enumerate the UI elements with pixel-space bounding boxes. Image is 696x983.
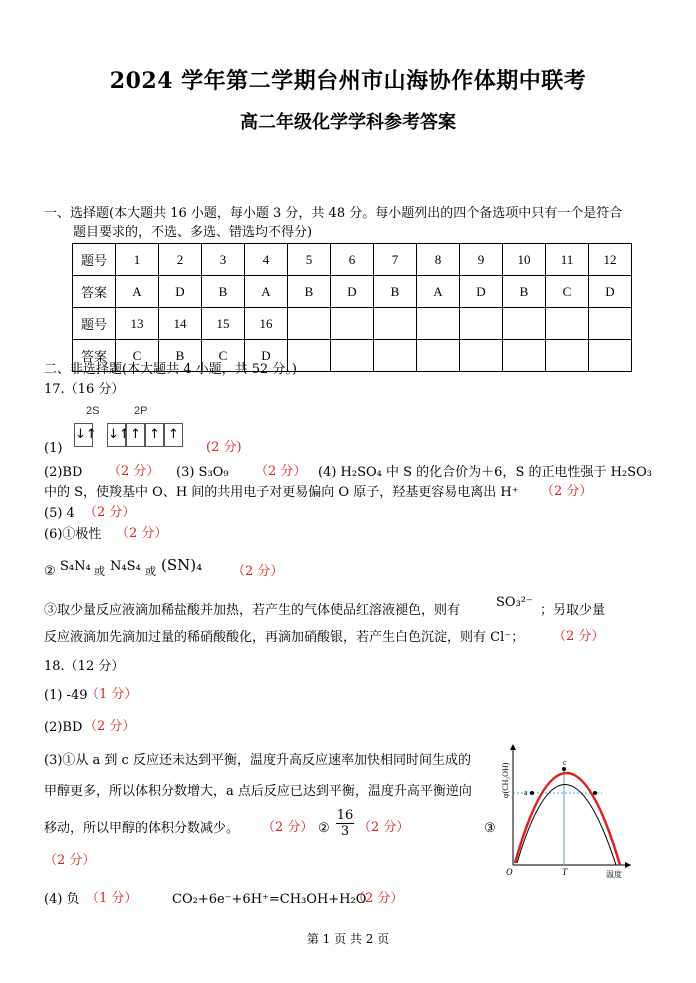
q-num: 13	[116, 308, 159, 340]
answer: A	[417, 276, 460, 308]
empty-cell	[546, 340, 589, 372]
empty-cell	[503, 340, 546, 372]
q17-p6c-line1-end: ；另取少量	[540, 603, 606, 618]
row-label-a: 答案	[73, 276, 116, 308]
x-axis-label: 温度	[606, 870, 622, 879]
empty-cell	[546, 308, 589, 340]
q18-p3-score3: （2 分）	[44, 853, 96, 868]
empty-cell	[460, 340, 503, 372]
point-a-marker	[530, 791, 534, 795]
formula-s4n4: S₄N₄	[60, 559, 91, 574]
empty-cell	[331, 340, 374, 372]
page-subtitle: 高二年级化学学科参考答案	[240, 112, 456, 133]
answer: C	[116, 340, 159, 372]
answer: B	[374, 276, 417, 308]
q-num: 7	[374, 244, 417, 276]
table-row-q1	[73, 244, 632, 276]
formula-sn4: (SN)₄	[161, 556, 203, 574]
q-num: 12	[589, 244, 632, 276]
answer: A	[116, 276, 159, 308]
answer: B	[159, 340, 202, 372]
q-num: 3	[202, 244, 245, 276]
answer: A	[245, 276, 288, 308]
q17-p1-score: (2 分)	[206, 440, 242, 455]
or-text: 或	[94, 565, 105, 578]
q18-p2-score: （2 分）	[84, 719, 136, 734]
q17-heading: 17.（16 分）	[44, 382, 125, 397]
orbital-2p-label: 2P	[134, 405, 148, 417]
answer-curve	[515, 773, 620, 865]
orbital-2p-box: ↑	[164, 423, 183, 447]
q-num: 1	[116, 244, 159, 276]
section2-intro: 二、非选择题(本大题共 4 小题，共 52 分。)	[44, 362, 297, 377]
q18-p4-score2: （2 分）	[352, 891, 404, 906]
empty-cell	[417, 308, 460, 340]
q17-p6b-prefix: ②	[44, 564, 56, 579]
row-label-q: 题号	[73, 244, 116, 276]
origin-label: O	[506, 867, 513, 877]
answer: D	[245, 340, 288, 372]
q18-p3-line1: (3)①从 a 到 c 反应还未达到平衡，温度升高反应速率加快相同时间生成的	[44, 753, 471, 768]
q17-p1-label: (1)	[44, 441, 63, 456]
orbital-2s-box: ↓↑	[74, 423, 93, 447]
q17-p4: (4) H₂SO₄ 中 S 的化合价为＋6，S 的正电性强于 H₂SO₃	[318, 465, 652, 480]
q17-p6c-score: （2 分）	[553, 629, 605, 644]
sulfite-ion: SO₃²⁻	[496, 595, 533, 610]
q17-p6b-score: （2 分）	[232, 564, 284, 579]
empty-cell	[331, 308, 374, 340]
empty-cell	[417, 340, 460, 372]
point-c-marker	[562, 767, 566, 771]
y-axis-arrow	[510, 744, 516, 750]
y-axis-label: φ(CH₃OH)	[501, 762, 510, 798]
row-label-q: 题号	[73, 308, 116, 340]
q18-p3-line3: 移动，所以甲醇的体积分数减少。	[44, 821, 240, 836]
table-row-a1	[73, 276, 632, 308]
q18-p4: (4) 负	[44, 892, 80, 907]
answer: D	[589, 276, 632, 308]
page-title: 2024 学年第二学期台州市山海协作体期中联考	[109, 68, 587, 94]
orbital-2p-box: ↑	[145, 423, 164, 447]
q-num: 5	[288, 244, 331, 276]
empty-cell	[589, 308, 632, 340]
q-num: 11	[546, 244, 589, 276]
answer: B	[202, 276, 245, 308]
answer: C	[546, 276, 589, 308]
fraction	[336, 808, 354, 839]
q18-p4-equation: CO₂+6e⁻+6H⁺=CH₃OH+H₂O	[172, 892, 367, 907]
or-text: 或	[145, 565, 156, 578]
section1-intro-line1: 一、选择题(本大题共 16 小题，每小题 3 分，共 48 分。每小题列出的四个备选项中只有一个是符合	[44, 206, 623, 221]
q-num: 9	[460, 244, 503, 276]
empty-cell	[374, 340, 417, 372]
empty-cell	[288, 308, 331, 340]
q17-p6c-line1: ③取少量反应液滴加稀盐酸并加热，若产生的气体使品红溶液褪色，则有	[44, 603, 461, 618]
q-num: 6	[331, 244, 374, 276]
point-c-label: c	[563, 758, 567, 767]
q17-p2: (2)BD	[44, 465, 83, 480]
q18-p4-score1: （1 分）	[86, 891, 138, 906]
answer-table	[72, 243, 632, 372]
q17-p5-score: （2 分）	[84, 505, 136, 520]
methanol-fraction-graph	[498, 740, 638, 880]
answer: D	[331, 276, 374, 308]
answer: D	[159, 276, 202, 308]
q18-p1-score: （1 分）	[86, 687, 138, 702]
q18-p1: (1) -49	[44, 688, 88, 703]
q18-p2: (2)BD	[44, 720, 83, 735]
empty-cell	[460, 308, 503, 340]
orbital-2p-box: ↑	[126, 423, 145, 447]
answer: B	[503, 276, 546, 308]
row-label-a: 答案	[73, 340, 116, 372]
q-num: 14	[159, 308, 202, 340]
orbital-2p-box: ↓↑	[107, 423, 126, 447]
q18-p3-line2: 甲醇更多，所以体积分数增大，a 点后反应已达到平衡，温度升高平衡逆向	[44, 784, 472, 799]
q17-p5: (5) 4	[44, 506, 75, 521]
empty-cell	[503, 308, 546, 340]
q17-p6-score: （2 分）	[116, 526, 168, 541]
x-axis-arrow	[625, 862, 631, 868]
orbital-2s-label: 2S	[86, 405, 100, 417]
fraction-numerator: 16	[336, 808, 354, 823]
reference-curve	[517, 784, 616, 865]
q18-p3-score2: （2 分）	[358, 820, 410, 835]
empty-cell	[589, 340, 632, 372]
q-num: 4	[245, 244, 288, 276]
answer: D	[460, 276, 503, 308]
q17-p6c-line2: 反应液滴加先滴加过量的稀硝酸酸化，再滴加硝酸银，若产生白色沉淀，则有 Cl⁻；	[44, 630, 525, 645]
q17-p2-score: （2 分）	[108, 464, 160, 479]
answer: B	[288, 276, 331, 308]
page-footer: 第 1 页 共 2 页	[306, 932, 390, 946]
q17-p3-score: （2 分）	[255, 464, 307, 479]
q17-p6: (6)①极性	[44, 527, 102, 542]
table-row-q2	[73, 308, 632, 340]
fraction-denominator: 3	[340, 824, 350, 839]
formula-n4s4: N₄S₄	[110, 559, 141, 574]
q18-heading: 18.（12 分）	[44, 659, 125, 674]
point-marker	[593, 791, 597, 795]
section1-intro-line2: 题目要求的，不选、多选、错选均不得分)	[73, 225, 313, 240]
q18-p3-score1: （2 分）	[262, 820, 314, 835]
point-a-label: a	[524, 788, 528, 797]
q17-p3: (3) S₃O₉	[176, 465, 229, 480]
empty-cell	[374, 308, 417, 340]
q17-p4-cont: 中的 S，使羧基中 O、H 间的共用电子对更易偏向 O 原子，羟基更容易电离出 H⁺	[44, 485, 519, 500]
q-num: 8	[417, 244, 460, 276]
q18-p3b: ②	[318, 821, 330, 836]
answer: C	[202, 340, 245, 372]
tick-T-label: T	[562, 867, 568, 877]
q-num: 15	[202, 308, 245, 340]
q18-p3c: ③	[484, 821, 496, 836]
q-num: 16	[245, 308, 288, 340]
q17-p4-score: （2 分）	[541, 484, 593, 499]
q-num: 2	[159, 244, 202, 276]
q-num: 10	[503, 244, 546, 276]
